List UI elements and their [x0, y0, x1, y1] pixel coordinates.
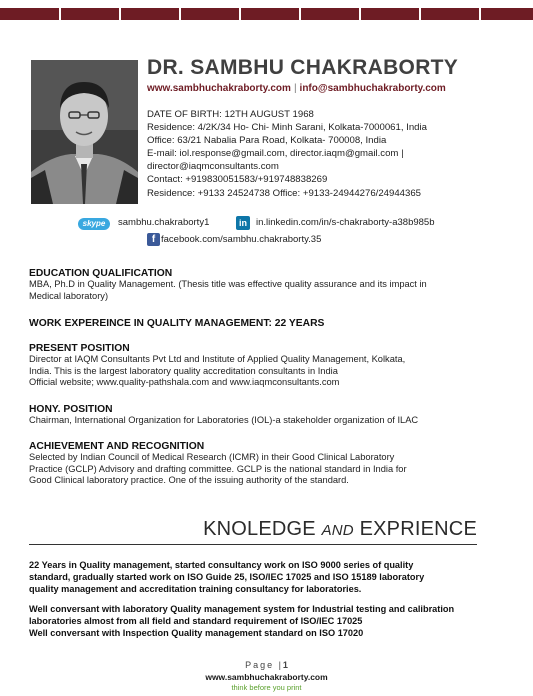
office-address: Office: 63/21 Nabalia Para Road, Kolkata- 700008, India — [147, 135, 387, 147]
achievement-section — [29, 441, 477, 487]
skype-id[interactable]: sambhu.chakraborty1 — [118, 217, 210, 228]
knowledge-line: Well conversant with Inspection Quality management standard on ISO 17020 — [29, 627, 364, 638]
education-line: Medical laboratory) — [29, 290, 109, 301]
email-link[interactable]: info@sambhuchakraborty.com — [299, 83, 446, 94]
knowledge-title — [203, 518, 477, 541]
education-line: MBA, Ph.D in Quality Management. (Thesis title was effective quality assurance and its impact in — [29, 279, 427, 289]
present-position-line: Official website; www.quality-pathshala.com and www.iaqmconsultants.com — [29, 377, 340, 388]
section-divider — [29, 544, 477, 545]
skype-icon: skype — [78, 218, 110, 230]
hony-position-section — [29, 404, 477, 427]
present-position-text — [29, 354, 477, 389]
header-bar-segment — [0, 8, 59, 20]
header-bar-segment — [421, 8, 479, 20]
page-label: Page | — [245, 660, 283, 670]
present-position-line: Director at IAQM Consultants Pvt Ltd and Institute of Applied Quality Management, Kolkata, — [29, 354, 406, 364]
header-bar-segment — [241, 8, 299, 20]
facebook-link[interactable]: facebook.com/sambhu.chakraborty.35 — [161, 234, 322, 245]
knowledge-paragraph-1 — [29, 560, 477, 595]
knowledge-title-and: AND — [321, 522, 354, 539]
header-bar — [0, 0, 533, 24]
header-bar-segment — [301, 8, 359, 20]
link-separator: | — [293, 83, 297, 94]
profile-photo — [31, 60, 138, 204]
knowledge-paragraph-2 — [29, 604, 477, 639]
header-bar-segment — [361, 8, 419, 20]
work-heading: WORK EXPEREINCE IN QUALITY MANAGEMENT: 22 YEARS — [29, 318, 325, 329]
knowledge-title-part: EXPRIENCE — [353, 518, 477, 540]
education-section — [29, 268, 477, 302]
present-position-section — [29, 343, 477, 389]
email-addresses: E-mail: iol.response@gmail.com, director.iaqm@gmail.com | — [147, 148, 404, 160]
footer-motto: think before you print — [231, 683, 302, 692]
education-heading: EDUCATION QUALIFICATION — [29, 268, 173, 279]
contact-phones: Contact: +919830051583/+919748838269 — [147, 174, 328, 186]
page-number — [0, 660, 533, 670]
present-position-heading: PRESENT POSITION — [29, 343, 130, 354]
header-bar-segment — [121, 8, 179, 20]
hony-position-heading: HONY. POSITION — [29, 404, 113, 415]
knowledge-line: Well conversant with laboratory Quality management system for Industrial testing and calibration — [29, 604, 455, 614]
hony-position-text — [29, 415, 477, 427]
linkedin-link[interactable]: in.linkedin.com/in/s-chakraborty-a38b985b — [256, 217, 435, 228]
hony-position-line: Chairman, International Organization for Laboratories (IOL)-a stakeholder organization of ILAC — [29, 415, 419, 425]
achievement-line: Good Clinical laboratory practice. One of the issuing authority of the standard. — [29, 475, 349, 486]
full-name: DR. SAMBHU CHAKRABORTY — [147, 56, 459, 79]
facebook-icon: f — [147, 233, 160, 246]
achievement-heading: ACHIEVEMENT AND RECOGNITION — [29, 441, 205, 452]
date-of-birth: DATE OF BIRTH: 12TH AUGUST 1968 — [147, 109, 314, 120]
work-section — [29, 318, 477, 329]
achievement-text — [29, 452, 477, 487]
page-number-value: 1 — [282, 660, 288, 670]
contact-details — [147, 108, 482, 200]
present-position-line: India. This is the largest laboratory quality accreditation consultants in India — [29, 365, 338, 376]
knowledge-line: 22 Years in Quality management, started consultancy work on ISO 9000 series of quality — [29, 560, 414, 570]
knowledge-line: laboratories almost from all field and standard requirement of ISO/IEC 17025 — [29, 615, 363, 626]
residence-address: Residence: 4/2K/34 Ho- Chi- Minh Sarani, Kolkata-7000061, India — [147, 122, 427, 134]
achievement-line: Practice (GCLP) Advisory and drafting committee. GCLP is the national standard in India for — [29, 463, 407, 474]
header-bar-segment — [61, 8, 119, 20]
email-addresses-cont: director@iaqmconsultants.com — [147, 161, 279, 173]
header-bar-segment — [181, 8, 239, 20]
header-bar-segment — [481, 8, 533, 20]
footer-website[interactable]: www.sambhuchakraborty.com — [205, 672, 328, 682]
web-links — [147, 83, 446, 94]
knowledge-line: quality management and accreditation training consultancy for laboratories. — [29, 583, 362, 594]
linkedin-icon: in — [236, 216, 250, 230]
residence-office-phones: Residence: +9133 24524738 Office: +9133-24944276/24944365 — [147, 187, 422, 199]
education-text — [29, 279, 477, 302]
portrait-image — [31, 60, 138, 204]
knowledge-title-part: KNOLEDGE — [203, 518, 322, 540]
website-link[interactable]: www.sambhuchakraborty.com — [147, 83, 291, 94]
achievement-line: Selected by Indian Council of Medical Research (ICMR) in their Good Clinical Laboratory — [29, 452, 395, 462]
knowledge-line: standard, gradually started work on ISO Guide 25, ISO/IEC 17025 and ISO 15189 laboratory — [29, 571, 425, 582]
